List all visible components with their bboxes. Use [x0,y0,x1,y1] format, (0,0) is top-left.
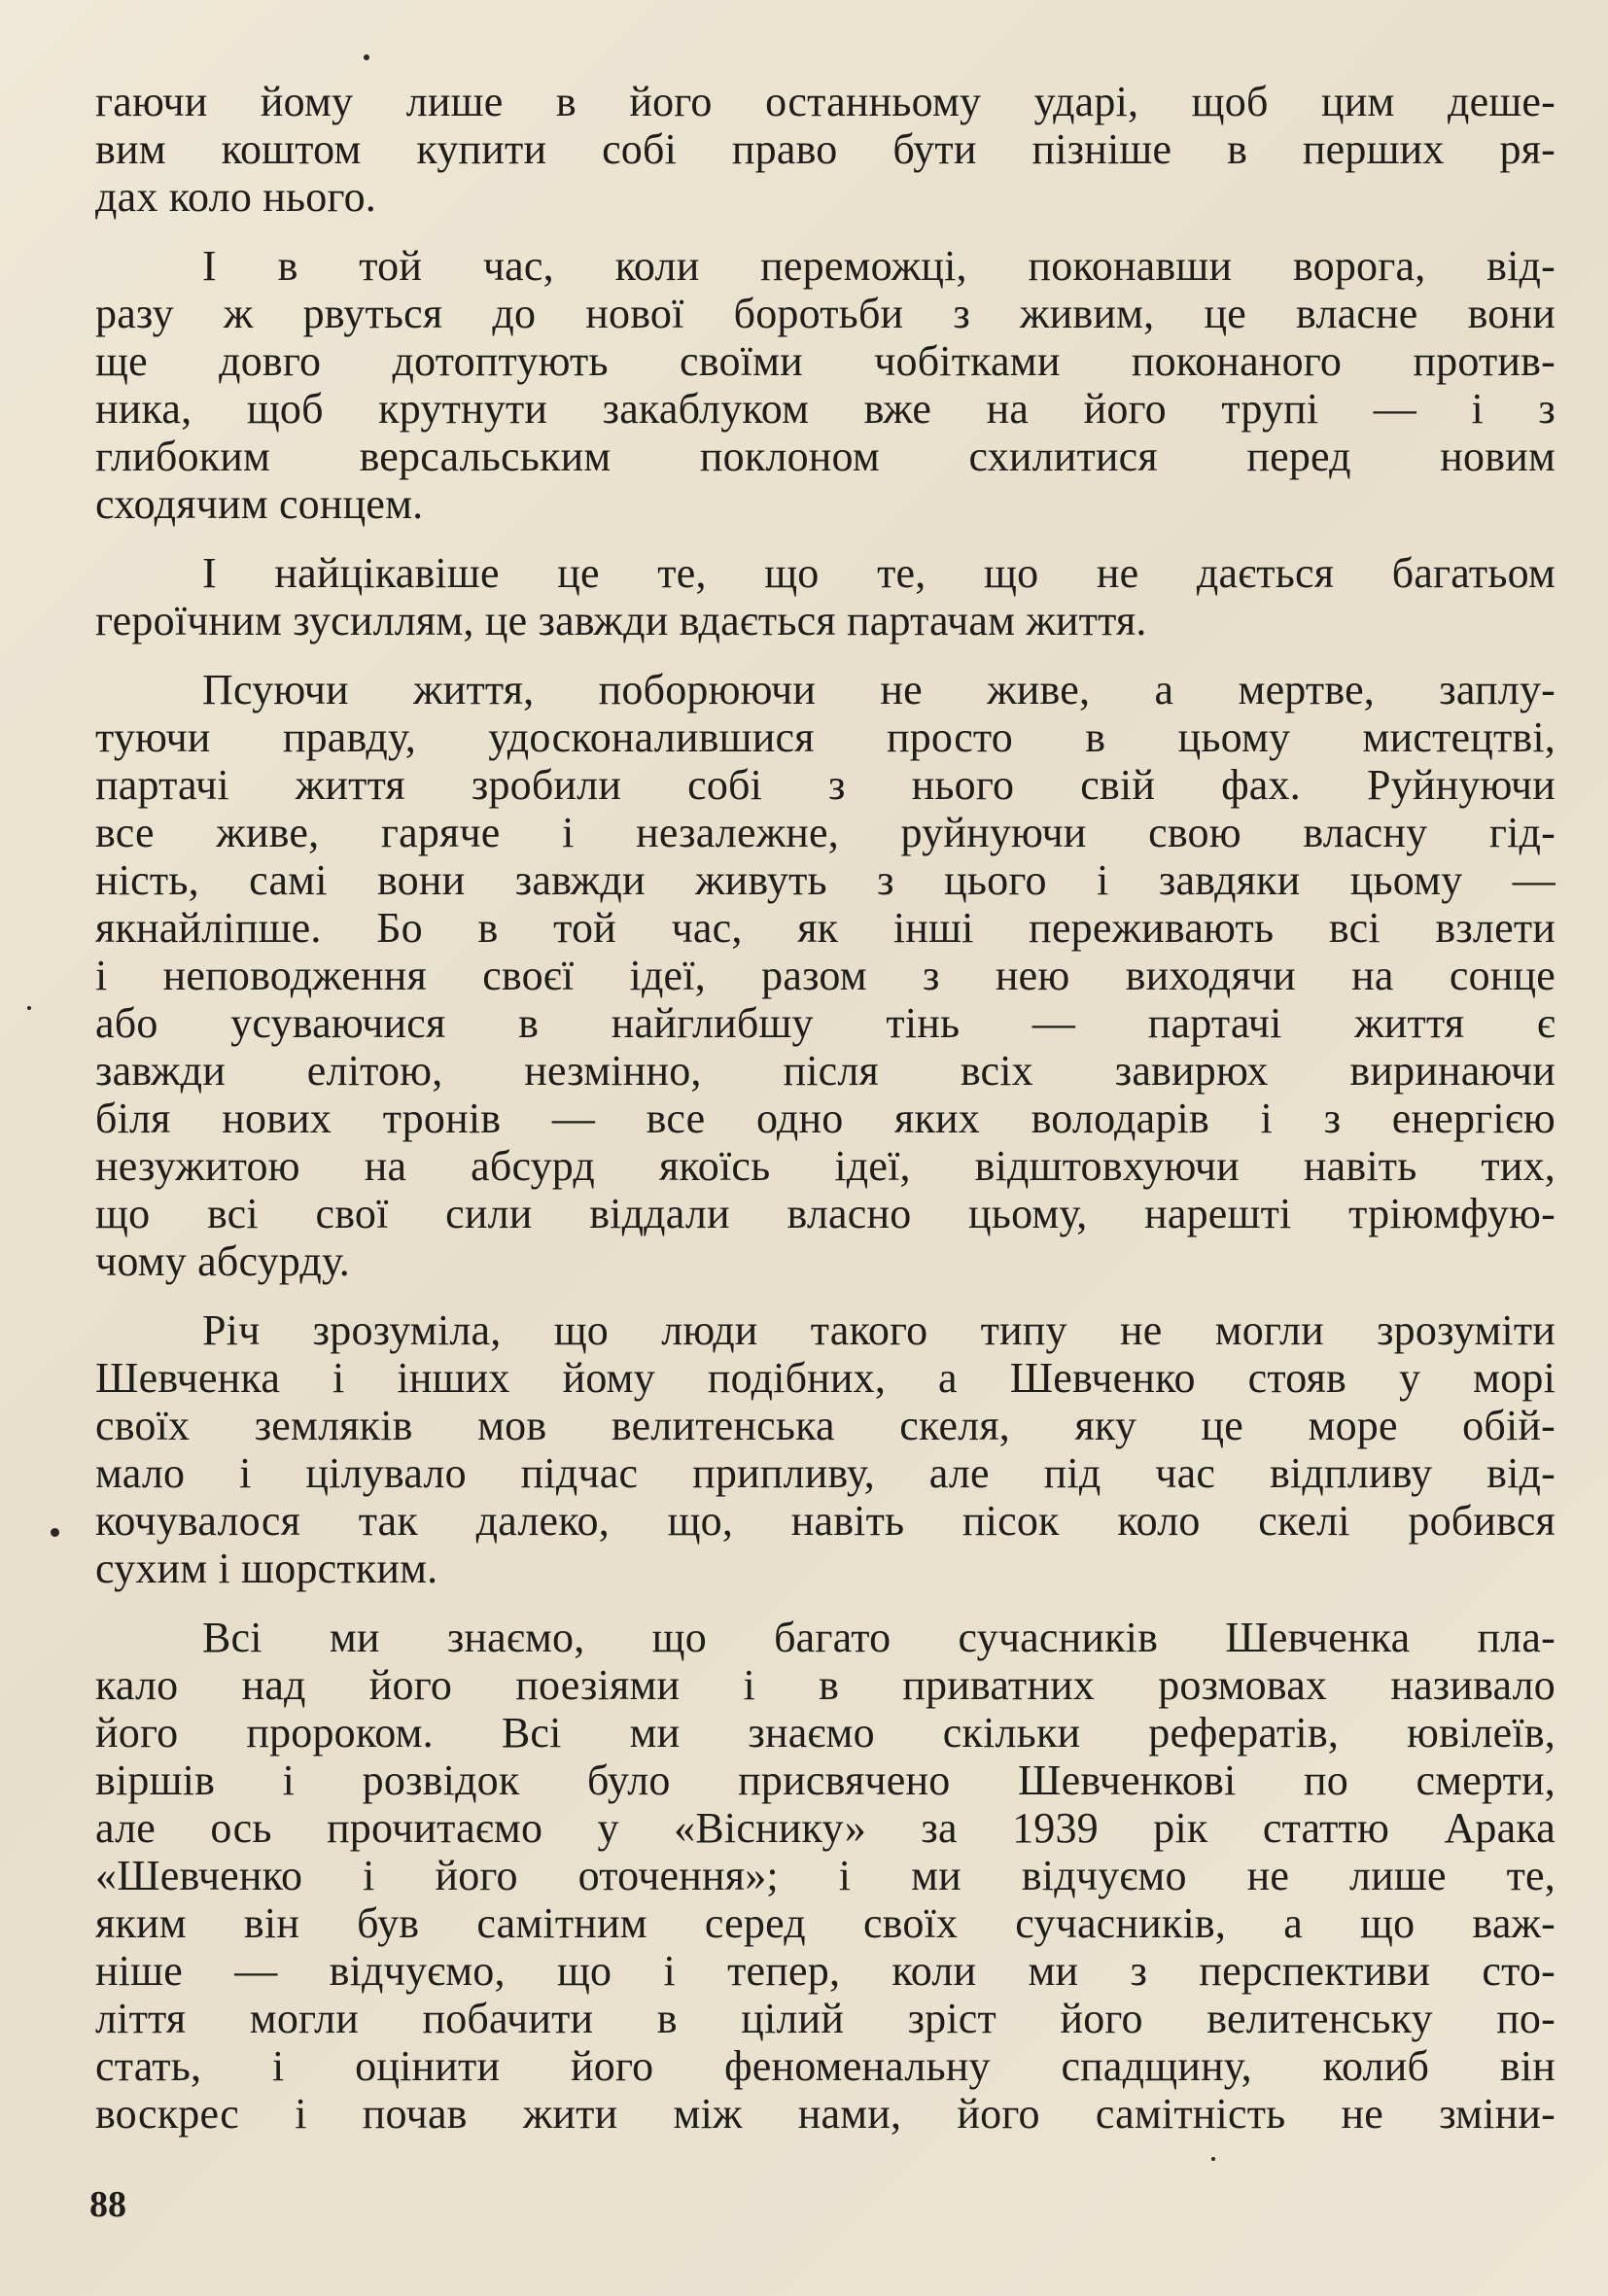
text-line: мало і цілувало підчас припливу, але під час відпливу від- [95,1449,1556,1497]
text-line: його пророком. Всі ми знаємо скільки рефератів, ювілеїв, [95,1709,1556,1757]
text-line: І найцікавіше це те, що те, що не дається багатьом [202,549,1556,597]
text-line: І в той час, коли переможці, поконавши ворога, від- [202,242,1556,290]
text-line: «Шевченко і його оточення»; і ми відчуємо не лише те, [95,1852,1556,1899]
text-line: партачі життя зробили собі з нього свій фах. Руйнуючи [95,761,1556,809]
text-line: Річ зрозуміла, що люди такого типу не могли зрозуміти [202,1306,1556,1354]
text-line: кочувалося так далеко, що, навіть пісок коло скелі робився [95,1497,1556,1545]
text-line: якнайліпше. Бо в той час, як інші переживають всі взлети [95,904,1556,952]
text-line: і неповодження своєї ідеї, разом з нею виходячи на сонце [95,952,1556,999]
text-line: яким він був самітним серед своїх сучасників, а що важ- [95,1899,1556,1947]
text-line: разу ж рвуться до нової боротьби з живим, це власне вони [95,290,1556,337]
scan-speck [1211,2157,1215,2161]
text-line: що всі свої сили віддали власно цьому, нарешті тріюмфую- [95,1190,1556,1237]
scan-speck [364,54,369,60]
paragraph [95,242,1556,528]
paragraph [95,1306,1556,1592]
text-line: кало над його поезіями і в приватних розмовах називало [95,1661,1556,1709]
paragraph [95,1614,1556,2138]
text-line: Псуючи життя, поборюючи не живе, а мертве, заплу- [202,666,1556,713]
text-line: Всі ми знаємо, що багато сучасників Шевченка пла- [202,1614,1556,1661]
paragraph [95,78,1556,221]
text-line: сухим і шорстким. [95,1545,438,1592]
text-line: стать, і оцінити його феноменальну спадщину, колиб він [95,2042,1556,2090]
text-line: воскрес і почав жити між нами, його самітність не зміни- [95,2090,1556,2138]
text-line: героїчним зусиллям, це завжди вдається партачам життя. [95,597,1147,644]
text-line: дах коло нього. [95,173,376,221]
text-line: біля нових тронів — все одно яких володарів і з енергією [95,1095,1556,1142]
text-line: завжди елітою, незмінно, після всіх завирюх виринаючи [95,1047,1556,1095]
text-line: глибоким версальським поклоном схилитися перед новим [95,433,1556,480]
text-line: ніше — відчуємо, що і тепер, коли ми з перспективи сто- [95,1947,1556,1995]
text-line: незужитою на абсурд якоїсь ідеї, відштовхуючи навіть тих, [95,1142,1556,1190]
paragraph [95,666,1556,1285]
text-line: чому абсурду. [95,1237,351,1285]
text-line: ліття могли побачити в цілий зріст його велитенську по- [95,1995,1556,2042]
paragraph [95,549,1556,644]
text-line: ника, щоб крутнути закаблуком вже на його трупі — і з [95,385,1556,433]
text-line: але ось прочитаємо у «Віснику» за 1939 рік статтю Арака [95,1804,1556,1852]
scan-speck [27,1006,31,1010]
text-line: ність, самі вони завжди живуть з цього і завдяки цьому — [95,856,1556,904]
text-line: ще довго дотоптують своїми чобітками поконаного против- [95,337,1556,385]
text-line: сходячим сонцем. [95,480,424,528]
text-line: Шевченка і інших йому подібних, а Шевченко стояв у морі [95,1354,1556,1402]
text-line: вим коштом купити собі право бути пізніше в перших ря- [95,125,1556,173]
page-number: 88 [89,2184,126,2225]
body-text [95,78,1556,2138]
scan-speck [51,1528,59,1537]
text-line: все живе, гаряче і незалежне, руйнуючи свою власну гід- [95,809,1556,856]
text-line: гаючи йому лише в його останньому ударі, щоб цим деше- [95,78,1556,125]
text-line: або усуваючися в найглибшу тінь — партачі життя є [95,999,1556,1047]
text-line: своїх земляків мов велитенська скеля, яку це море обій- [95,1402,1556,1449]
text-line: віршів і розвідок було присвячено Шевченкові по смерти, [95,1757,1556,1804]
text-line: туючи правду, удосконалившися просто в цьому мистецтві, [95,713,1556,761]
